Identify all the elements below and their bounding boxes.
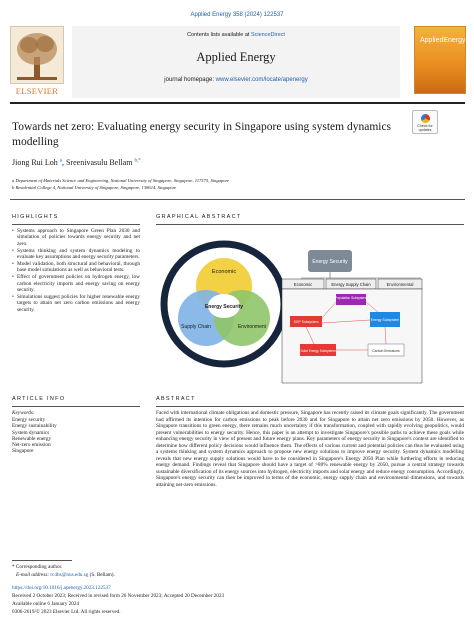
abstract-heading: ABSTRACT <box>156 396 196 402</box>
highlight-item: • Effect of government policies on hydrogen energy, low carbon electricity imports and energy saving on energy security. <box>12 274 140 293</box>
venn-diagram <box>164 244 284 364</box>
venn-label-economic: Economic <box>211 269 237 275</box>
venn-label-environment: Environment <box>237 324 267 330</box>
highlight-item: • Simulations suggest policies for higher renewable energy targets to attain net zero carbon emissions and energy security. <box>12 294 140 313</box>
header-divider <box>10 102 465 104</box>
highlight-item: • Model validation, both structural and behavioral, through base model simulations as well as behavioral tests. <box>12 261 140 274</box>
contents-line <box>72 32 400 38</box>
copyright-line: 0306-2619/© 2023 Elsevier Ltd. All rights reserved. <box>12 609 121 615</box>
section-divider <box>10 199 465 200</box>
tree-pillar-label: Economic <box>293 282 313 287</box>
email-link[interactable]: rc4bs@nus.edu.sg <box>50 572 89 578</box>
contents-prefix: Contents lists available at <box>187 32 251 38</box>
journal-reference[interactable]: Applied Energy 358 (2024) 122537 <box>190 12 284 18</box>
journal-banner <box>72 26 400 98</box>
author-separator: , <box>62 158 67 167</box>
email-label: E-mail address: <box>16 572 50 578</box>
abstract-text: Faced with international climate obligations and domestic pressure, Singapore has recently raised its climate goals significantly. The government had affirmed its intention for carbon emissions to peak before 2030 and for Singapore to attain net zero emissions by 2050. However, as Singapore transitions to green energy, there remains much uncertainty if this transformation, coupled with rapidly evolving geopolitics, would present vulnerabilities to energy security. Hence, this paper is an attempt to investigate Singapore's possible paths to achieve these goals while enhancing energy security in view of present and future energy plans. Key parameters of energy security in Singapore's context are identified to determine how different policy decisions would influence them. The effects of various current and potential policies can thus be evaluated using a systems thinking and system dynamics approach to propose new energy solutions to improve energy security. System dynamics modelling reveals that new energy supply solutions would have to be considered in Singapore's Energy 2050 Plan while furthering efforts in reducing energy demand. Findings reveal that Singapore should have a target of >80% renewable energy by 2050, pursue a central strategy towards sustainable diversification of its energy sources into hydrogen, electricity imports and solar energy and reduce energy consumption. Accordingly, Singapore's energy security can then be improved in terms of the economic, energy supply chain and environmental dimensions, and towards attaining net-zero emissions. <box>156 410 464 489</box>
homepage-link[interactable]: www.elsevier.com/locate/apenergy <box>215 77 308 83</box>
keyword: Net-zero emission <box>12 442 51 449</box>
journal-name: Applied Energy <box>196 50 276 64</box>
affiliation-b: b Residential College 4, National University of Singapore, Singapore, 138614, Singapore <box>12 184 177 190</box>
keyword: Energy security <box>12 417 46 423</box>
keyword: System dynamics <box>12 429 50 436</box>
email-owner: (S. Bellam). <box>88 572 115 578</box>
elsevier-tree-icon <box>10 26 64 84</box>
abstract-divider <box>156 406 464 407</box>
cover-title: AppliedEnergy <box>420 37 466 44</box>
graphical-abstract-figure[interactable] <box>156 228 464 386</box>
email-line <box>16 572 115 578</box>
homepage-prefix: journal homepage: <box>164 77 216 83</box>
energy-security-tree <box>282 250 422 383</box>
publisher-wordmark: ELSEVIER <box>15 86 59 96</box>
check-for-updates-label: Check for updates <box>417 124 433 132</box>
author-marks[interactable]: a <box>59 158 63 164</box>
author-marks[interactable]: b,* <box>134 158 141 164</box>
node-label: Energy Subsystem <box>370 318 400 322</box>
tree-root-label: Energy Security <box>312 259 348 265</box>
keyword: Renewable energy <box>12 435 52 442</box>
keywords-list <box>12 417 57 455</box>
graphical-abstract-divider <box>156 224 464 225</box>
graphical-abstract-heading: GRAPHICAL ABSTRACT <box>156 214 242 220</box>
check-for-updates-badge[interactable] <box>412 110 438 134</box>
online-date: Available online 6 January 2024 <box>12 601 80 607</box>
article-title: Towards net zero: Evaluating energy security in Singapore using system dynamics modelling <box>12 121 392 148</box>
node-label: Population Subsystem <box>335 296 367 300</box>
article-info-divider <box>12 406 140 407</box>
node-label: SGP Subsystem <box>293 320 319 324</box>
homepage-line <box>72 77 400 83</box>
keyword: Energy sustainability <box>12 423 57 430</box>
highlights-list <box>12 228 140 314</box>
author-list <box>12 158 141 167</box>
article-info-heading: ARTICLE INFO <box>12 396 66 402</box>
journal-cover-image[interactable] <box>414 26 466 94</box>
crossmark-icon <box>421 114 430 123</box>
venn-label-center: Energy Security <box>204 304 244 310</box>
corresponding-author-note: * Corresponding author. <box>12 564 63 570</box>
author-name[interactable]: Sreenivasulu Bellam <box>66 158 133 167</box>
highlights-divider <box>12 224 140 225</box>
affiliations <box>12 178 462 191</box>
highlights-heading: HIGHLIGHTS <box>12 214 59 220</box>
affiliation-a: a Department of Materials Science and Engineering, National University of Singapore, Singapore, 117575, Singapore <box>12 178 230 183</box>
received-dates: Received 2 October 2023; Received in revised form 26 November 2023; Accepted 20 December 2023 <box>12 593 225 599</box>
author-name[interactable]: Jiong Rui Loh <box>12 158 58 167</box>
doi-link[interactable]: https://doi.org/10.1016/j.apenergy.2023.122537 <box>12 585 111 591</box>
highlight-item: • Systems thinking and system dynamics modeling to evaluate key assumptions and energy security parameters. <box>12 248 140 261</box>
footnote-divider <box>12 560 72 561</box>
tree-pillar-label: Energy Supply Chain <box>331 282 371 287</box>
keywords-label: Keywords: <box>12 410 35 416</box>
keyword: Singapore <box>12 448 34 455</box>
node-label: Solar Energy Subsystem <box>300 349 336 353</box>
tree-pillar-label: Environmental <box>386 282 414 287</box>
elsevier-logo[interactable] <box>10 26 64 98</box>
sciencedirect-link[interactable]: ScienceDirect <box>250 32 285 38</box>
node-label: Carbon Emissions <box>372 349 400 353</box>
venn-label-supply-chain: Supply Chain <box>181 324 211 330</box>
journal-header <box>10 26 465 98</box>
highlight-item: • Systems approach to Singapore Green Plan 2030 and simulation of policies towards energy security and net zero. <box>12 228 140 247</box>
